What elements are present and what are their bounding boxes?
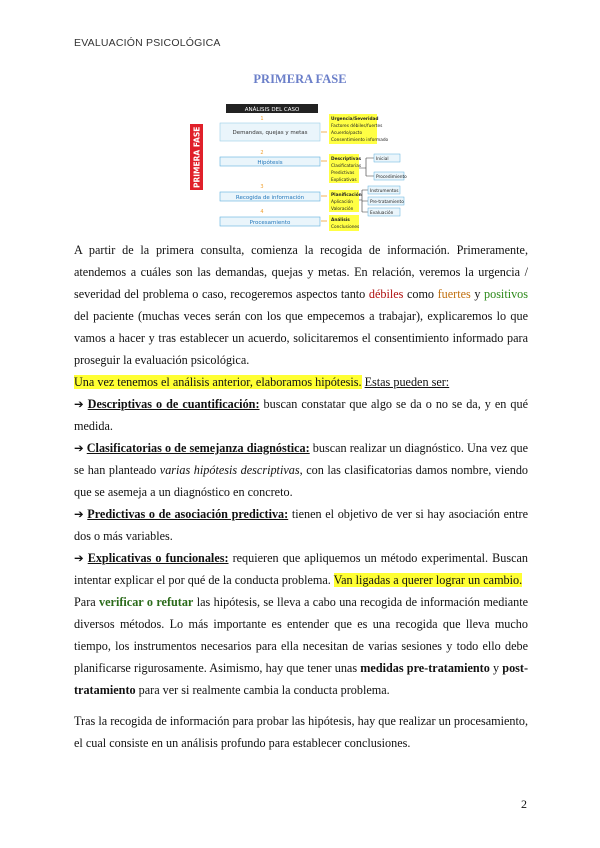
paragraph-hypotheses-intro: Una vez tenemos el análisis anterior, elaboramos hipótesis. Estas pueden ser:	[74, 375, 450, 389]
phrase-verificar-refutar: verificar o refutar	[99, 595, 194, 609]
page-number: 2	[521, 797, 527, 811]
diagram-note-4	[329, 215, 360, 231]
bullet-explicativas: ➔ Explicativas o funcionales: requieren que apliquemos un método experimental. Buscan intentar explicar el por qué de la conducta problema. Van ligadas a querer lograr un cambio.	[74, 551, 528, 587]
diagram-branch-b-1: Instrumentos	[370, 189, 399, 194]
diagram-note-2-line-2: Clasificatorias	[331, 164, 362, 169]
diagram-note-1-line-3: Acuerdo/pacto	[331, 131, 363, 136]
diagram-note-3-line-2: Aplicación	[331, 200, 353, 205]
diagram-note-1	[329, 114, 389, 144]
arrow-icon: ➔	[74, 441, 84, 455]
word-positivos: positivos	[484, 287, 529, 301]
diagram-step-3: 3	[260, 184, 264, 190]
diagram-vertical-label: PRIMERA FASE	[192, 126, 202, 188]
highlight-cambio: Van ligadas a querer lograr un cambio.	[333, 573, 523, 587]
diagram-box-3	[220, 192, 320, 201]
diagram-box-4-label: Procesamiento	[249, 220, 291, 226]
diagram-box-2-label: Hipótesis	[257, 160, 283, 166]
paragraph-verification: Para verificar o refutar las hipótesis, se lleva a cabo una recogida de información mediante diversos métodos. Lo más importante es entender que es una recogida que lleva mucho tiempo, los instrumentos necesarios para ella necesitan de varias sesiones y todo ello debe planificarse rigurosamente. Asimismo, hay que tener unas medidas pre-tratamiento y post-tratamiento para ver si realmente cambia la conducta problema.	[74, 595, 529, 697]
body-content	[74, 239, 528, 754]
diagram-top-bar-label: ANÁLISIS DEL CASO	[244, 107, 300, 113]
analysis-diagram	[190, 100, 410, 235]
diagram-branch-a-2: Procedimiento	[376, 175, 407, 180]
diagram-note-1-line-2: Factores débiles/fuertes	[331, 124, 383, 129]
word-fuertes: fuertes	[437, 287, 471, 301]
arrow-icon: ➔	[74, 397, 84, 411]
bullet-descriptivas: ➔ Descriptivas o de cuantificación: buscan constatar que algo se da o no se da, y en qué medida.	[74, 397, 529, 433]
paragraph-intro: A partir de la primera consulta, comienza la recogida de información. Primeramente, atendemos a cuáles son las demandas, quejas y metas. En relación, veremos la urgencia / severidad del problema o caso, recogeremos aspectos tanto débiles como fuertes y positivos del paciente (muchas veces serán con los que empecemos a trabajar), explicaremos lo que vamos a hacer y tras establecer un acuerdo, solicitaremos el consentimiento informado para proseguir la evaluación psicológica.	[74, 243, 529, 367]
diagram-note-3	[329, 190, 362, 212]
diagram-note-3-line-1: Planificación	[331, 193, 362, 198]
diagram-note-1-line-4: Consentimiento informado	[331, 138, 389, 143]
diagram-box-4	[220, 217, 320, 226]
page-title: PRIMERA FASE	[253, 72, 347, 86]
arrow-icon: ➔	[74, 507, 84, 521]
diagram-note-1-line-1: Urgencia/Severidad	[331, 117, 379, 122]
diagram-box-2	[220, 157, 320, 166]
running-header: EVALUACIÓN PSICOLÓGICA	[74, 37, 221, 49]
word-debiles: débiles	[368, 287, 404, 301]
diagram-note-4-line-2: Conclusiones	[331, 225, 360, 230]
diagram-note-2-line-3: Predictivas	[331, 171, 355, 176]
diagram-note-2-line-1: Descriptivas	[331, 157, 362, 162]
paragraph-processing: Tras la recogida de información para probar las hipótesis, hay que realizar un procesamiento, el cual consiste en un análisis profundo para establecer conclusiones.	[74, 714, 528, 750]
diagram-branch-b-2: Pre-tratamiento	[370, 200, 404, 205]
bullet-clasificatorias: ➔ Clasificatorias o de semejanza diagnóstica: buscan realizar un diagnóstico. Una vez que se han planteado varias hipótesis descriptivas, con las clasificatorias damos nombre, viendo que se asemeja a un diagnóstico en concreto.	[74, 441, 529, 499]
bullet-predictivas: ➔ Predictivas o de asociación predictiva: tienen el objetivo de ver si hay asociación entre dos o más variables.	[74, 507, 529, 543]
diagram-step-1: 1	[260, 116, 264, 122]
diagram-note-3-line-3: Valoración	[331, 207, 354, 212]
diagram-branch-a-1: Inicial	[376, 157, 389, 162]
diagram-note-2	[329, 154, 362, 183]
diagram-box-1	[220, 123, 320, 141]
diagram-box-3-label: Recogida de información	[235, 195, 305, 201]
diagram-step-4: 4	[260, 209, 264, 215]
diagram-box-1-label: Demandas, quejas y metas	[232, 130, 308, 136]
diagram-note-2-line-4: Explicativas	[331, 178, 357, 183]
arrow-icon: ➔	[74, 551, 84, 565]
diagram-branch-b-3: Evaluación	[370, 211, 394, 216]
diagram-step-2: 2	[260, 150, 264, 156]
diagram-note-4-line-1: Análisis	[331, 218, 350, 223]
highlight-hypotheses: Una vez tenemos el análisis anterior, elaboramos hipótesis.	[74, 375, 362, 389]
